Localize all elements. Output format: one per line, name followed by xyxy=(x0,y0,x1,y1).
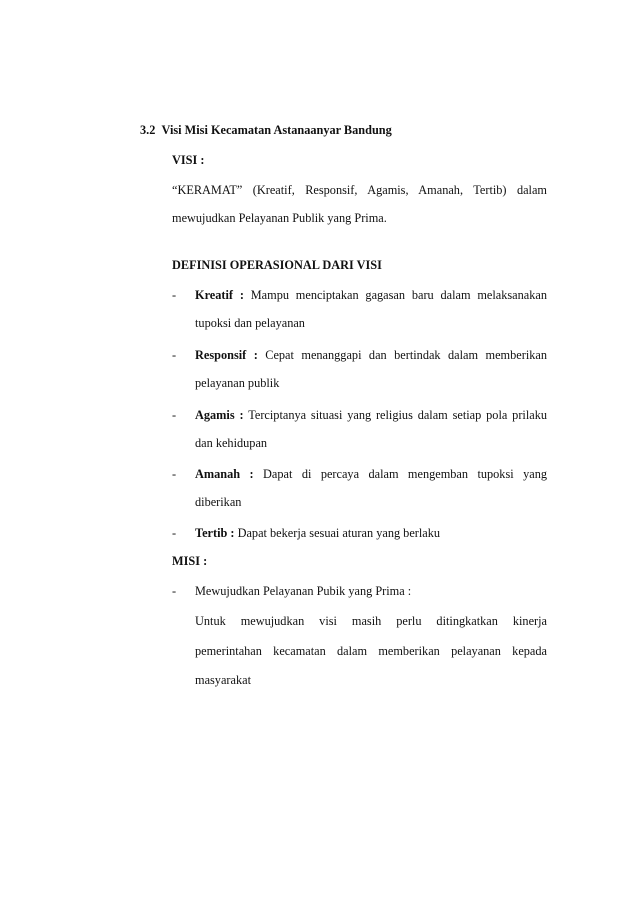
definisi-term: Kreatif : xyxy=(195,288,244,302)
definisi-item-responsif xyxy=(195,348,547,363)
definisi-desc: Terciptanya situasi yang religius dalam setiap pola prilaku xyxy=(248,408,547,422)
section-heading xyxy=(140,123,392,138)
misi-text-line-3: masyarakat xyxy=(195,673,251,687)
definisi-bullet: - xyxy=(172,408,177,422)
definisi-cont: pelayanan publik xyxy=(195,376,280,390)
definisi-term: Responsif : xyxy=(195,348,258,362)
definisi-desc: Dapat bekerja sesuai aturan yang berlaku xyxy=(237,526,441,540)
visi-text-line-2: mewujudkan Pelayanan Publik yang Prima. xyxy=(172,211,387,225)
definisi-item-kreatif xyxy=(195,288,547,303)
definisi-item-amanah xyxy=(195,467,547,482)
visi-heading: VISI : xyxy=(172,153,205,167)
definisi-bullet: - xyxy=(172,526,177,540)
definisi-item-agamis xyxy=(195,408,547,423)
definisi-cont: diberikan xyxy=(195,495,242,509)
definisi-term: Agamis : xyxy=(195,408,244,422)
definisi-item-tertib xyxy=(195,526,440,541)
misi-item-title: Mewujudkan Pelayanan Pubik yang Prima : xyxy=(195,584,412,598)
section-title: Visi Misi Kecamatan Astanaanyar Bandung xyxy=(161,123,392,137)
section-number: 3.2 xyxy=(140,123,156,137)
definisi-cont: tupoksi dan pelayanan xyxy=(195,316,305,330)
definisi-bullet: - xyxy=(172,288,177,302)
definisi-desc: Mampu menciptakan gagasan baru dalam melaksanakan xyxy=(250,288,547,302)
definisi-term: Tertib : xyxy=(195,526,235,540)
definisi-bullet: - xyxy=(172,348,177,362)
visi-text-line-1: “KERAMAT” (Kreatif, Responsif, Agamis, Amanah, Tertib) dalam xyxy=(172,183,547,197)
misi-text-line-1: Untuk mewujudkan visi masih perlu ditingkatkan kinerja xyxy=(195,614,547,628)
definisi-term: Amanah : xyxy=(195,467,254,481)
misi-heading: MISI : xyxy=(172,554,208,568)
definisi-desc: Dapat di percaya dalam mengemban tupoksi yang xyxy=(263,467,547,481)
misi-bullet: - xyxy=(172,584,177,598)
definisi-cont: dan kehidupan xyxy=(195,436,268,450)
misi-text-line-2: pemerintahan kecamatan dalam memberikan pelayanan kepada xyxy=(195,644,547,658)
definisi-bullet: - xyxy=(172,467,177,481)
definisi-heading: DEFINISI OPERASIONAL DARI VISI xyxy=(172,258,382,272)
definisi-desc: Cepat menanggapi dan bertindak dalam memberikan xyxy=(265,348,547,362)
